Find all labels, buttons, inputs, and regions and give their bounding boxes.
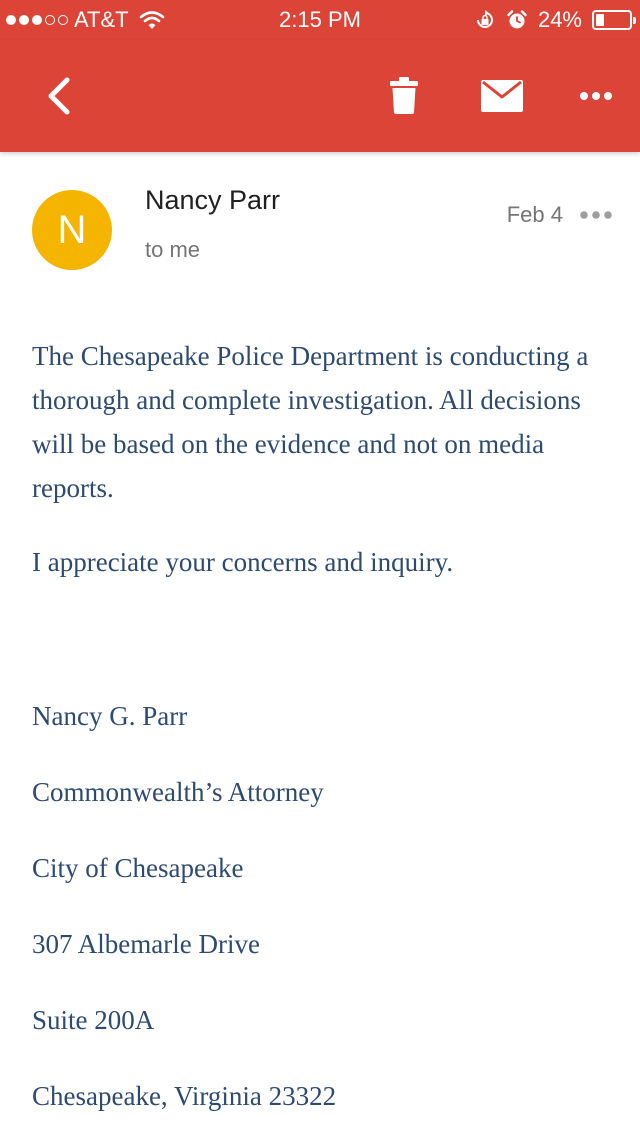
more-horizontal-icon [579, 210, 613, 220]
signature-organization: City of Chesapeake [32, 853, 244, 883]
mark-unread-button[interactable] [470, 40, 534, 152]
delete-button[interactable] [372, 40, 436, 152]
battery-percent: 24% [537, 7, 582, 32]
envelope-icon [481, 80, 523, 112]
trash-icon [389, 77, 419, 115]
status-right [474, 0, 632, 40]
orientation-lock-icon [474, 9, 496, 31]
chevron-left-icon [43, 76, 73, 116]
message-more-button[interactable] [578, 202, 614, 228]
sender-name: Nancy Parr [145, 185, 281, 215]
status-bar [0, 0, 640, 40]
email-toolbar [0, 40, 640, 152]
message-body [32, 334, 612, 584]
message-date: Feb 4 [506, 202, 563, 227]
body-paragraph: The Chesapeake Police Department is conducting a thorough and complete investigation. All decisions will be based on the evidence and not on media reports. [32, 341, 589, 503]
more-horizontal-icon [579, 91, 613, 101]
recipient-summary[interactable]: to me [145, 237, 201, 262]
body-paragraph: I appreciate your concerns and inquiry. [32, 547, 454, 577]
message-header [0, 152, 640, 292]
status-time: 2:15 PM [279, 7, 361, 32]
battery-icon [592, 10, 632, 30]
sender-avatar[interactable]: N [32, 190, 112, 270]
signature-address-city: Chesapeake, Virginia 23322 [32, 1081, 337, 1111]
signature-name: Nancy G. Parr [32, 701, 188, 731]
carrier-name: AT&T [74, 7, 129, 32]
signature-address-street: 307 Albemarle Drive [32, 929, 260, 959]
more-options-button[interactable] [566, 40, 626, 152]
battery-level [596, 14, 604, 26]
back-button[interactable] [28, 40, 88, 152]
signature-title: Commonwealth’s Attorney [32, 777, 324, 807]
signature-address-suite: Suite 200A [32, 1005, 155, 1035]
alarm-icon [506, 9, 528, 31]
